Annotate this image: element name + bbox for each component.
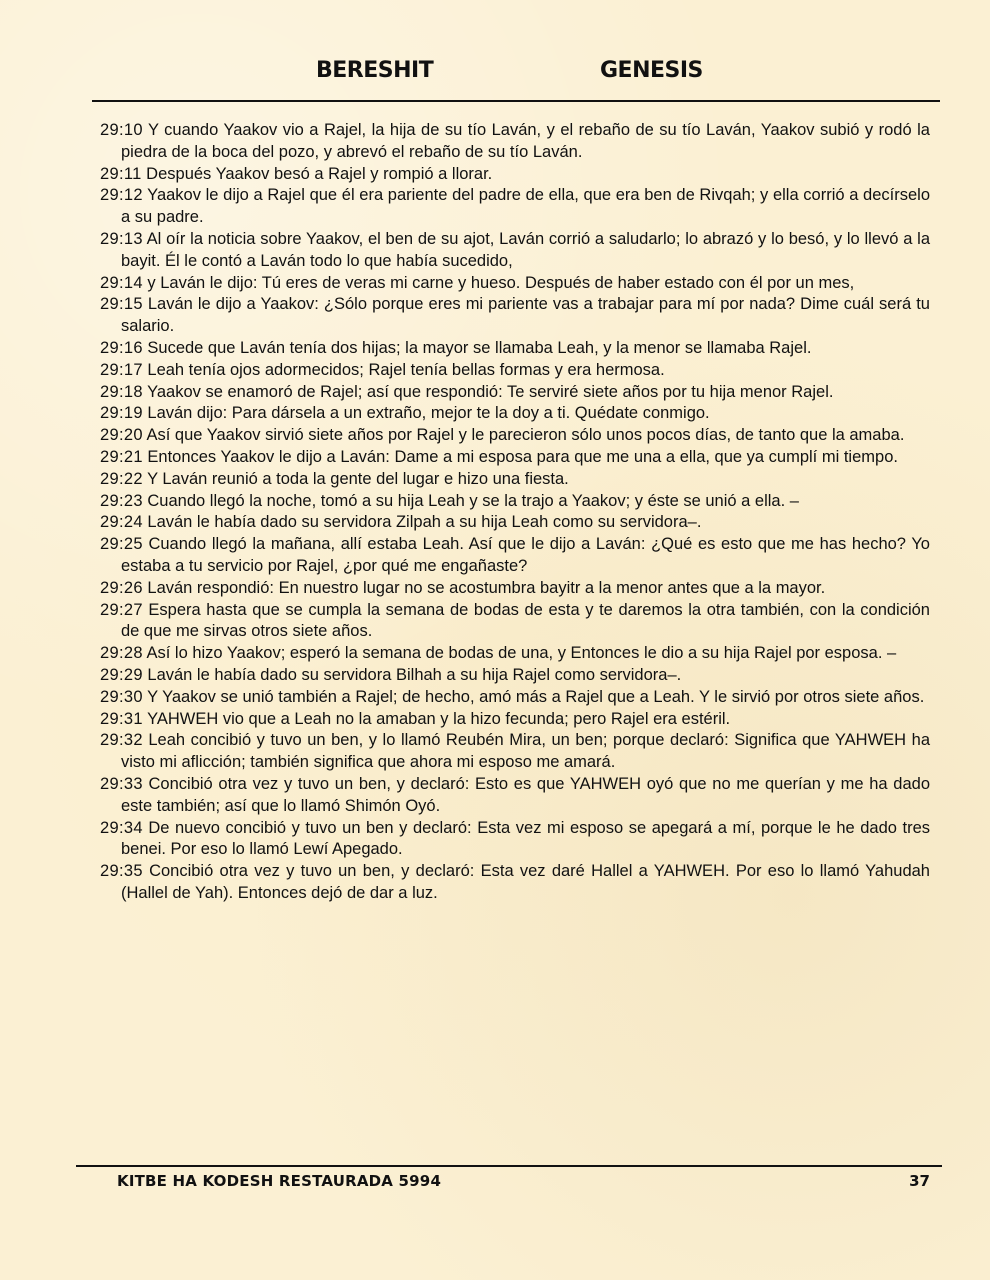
verse-reference: 29:17 — [100, 360, 143, 379]
verse — [100, 360, 930, 382]
verse-text: Concibió otra vez y tuvo un ben, y declaró: Esta vez daré Hallel a YAHWEH. Por eso lo llamó Yahudah (Hallel de Yah). Entonces dejó de dar a luz. — [121, 862, 930, 902]
verse-text: Laván dijo: Para dársela a un extraño, mejor te la doy a ti. Quédate conmigo. — [147, 404, 710, 423]
header-rule — [92, 100, 940, 102]
verse — [100, 643, 930, 665]
verse-reference: 29:32 — [100, 731, 143, 750]
verse-text: Después Yaakov besó a Rajel y rompió a llorar. — [146, 164, 493, 183]
verse — [100, 469, 930, 491]
verse — [100, 185, 930, 229]
page-header — [0, 58, 990, 88]
verse-text: Cuando llegó la noche, tomó a su hija Leah y se la trajo a Yaakov; y éste se unió a ella. – — [147, 491, 799, 510]
verse-reference: 29:16 — [100, 338, 143, 357]
verse-reference: 29:28 — [100, 644, 143, 663]
verse-reference: 29:19 — [100, 404, 143, 423]
verse-text: Y Yaakov se unió también a Rajel; de hecho, amó más a Rajel que a Leah. Y le sirvió por otros siete años. — [147, 687, 925, 706]
verse — [100, 425, 930, 447]
verse-reference: 29:33 — [100, 774, 143, 793]
verse-text: Entonces Yaakov le dijo a Laván: Dame a mi esposa para que me una a ella, que ya cumplí mi tiempo. — [147, 447, 898, 466]
verse — [100, 861, 930, 905]
verse-reference: 29:21 — [100, 447, 143, 466]
verse — [100, 273, 930, 295]
verse — [100, 774, 930, 818]
verse — [100, 709, 930, 731]
verse-reference: 29:13 — [100, 229, 143, 248]
verse-reference: 29:11 — [100, 164, 142, 183]
verse-reference: 29:10 — [100, 121, 143, 139]
verse-text: Y Laván reunió a toda la gente del lugar e hizo una fiesta. — [147, 469, 569, 488]
verse — [100, 687, 930, 709]
verse-text: Al oír la noticia sobre Yaakov, el ben de su ajot, Laván corrió a saludarlo; lo abrazó y lo besó, y lo llevó a la bayit. Él le contó a Laván todo lo que había sucedido, — [121, 229, 930, 270]
verse — [100, 403, 930, 425]
verse — [100, 229, 930, 273]
verse-reference: 29:12 — [100, 186, 143, 205]
verse-reference: 29:30 — [100, 687, 143, 706]
verse-reference: 29:14 — [100, 273, 143, 292]
verse — [100, 534, 930, 578]
verse-text: Concibió otra vez y tuvo un ben, y declaró: Esto es que YAHWEH oyó que no me querían y me ha dado este también; así que lo llamó Shimón Oyó. — [121, 774, 931, 815]
verse-text: Laván le había dado su servidora Zilpah a su hija Leah como su servidora–. — [147, 513, 702, 532]
verse — [100, 447, 930, 469]
verse-text: Laván respondió: En nuestro lugar no se acostumbra bayitr a la menor antes que a la mayor. — [147, 578, 826, 597]
footer-book-title: KITBE HA KODESH RESTAURADA 5994 — [117, 1172, 442, 1190]
verse-text: Cuando llegó la mañana, allí estaba Leah. Así que le dijo a Laván: ¿Qué es esto que me has hecho? Yo estaba a tu servicio por Rajel, ¿por qué me engañaste? — [121, 535, 930, 575]
verse-reference: 29:18 — [100, 382, 143, 401]
verse-reference: 29:31 — [100, 709, 143, 728]
verse-reference: 29:34 — [100, 818, 143, 837]
verse-text: De nuevo concibió y tuvo un ben y declaró: Esta vez mi esposo se apegará a mí, porque le he dado tres benei. Por eso lo llamó Lewí Apegado. — [121, 818, 930, 859]
verse-reference: 29:29 — [100, 665, 143, 684]
verse — [100, 382, 930, 404]
verse — [100, 491, 930, 513]
verse — [100, 578, 930, 600]
verse-text: Así lo hizo Yaakov; esperó la semana de bodas de una, y Entonces le dio a su hija Rajel por esposa. – — [146, 644, 897, 663]
footer-rule — [76, 1165, 942, 1167]
verse-text: Y cuando Yaakov vio a Rajel, la hija de su tío Laván, y el rebaño de su tío Laván, Yaakov subió y rodó la piedra de la boca del pozo, y abrevó el rebaño de su tío Laván. — [121, 121, 930, 161]
verse-reference: 29:20 — [100, 426, 143, 445]
verse-reference: 29:25 — [100, 535, 143, 554]
page-number: 37 — [909, 1172, 930, 1190]
header-title-left: BERESHIT — [316, 58, 434, 83]
verse — [100, 512, 930, 534]
verse — [100, 730, 930, 774]
verse-list — [100, 120, 930, 905]
verse-text: Leah concibió y tuvo un ben, y lo llamó Reubén Mira, un ben; porque declaró: Significa que YAHWEH ha visto mi aflicción; también significa que ahora mi esposo me amará. — [121, 731, 930, 772]
verse-text: Yaakov le dijo a Rajel que él era pariente del padre de ella, que era ben de Rivqah; y ella corrió a decírselo a su padre. — [121, 186, 930, 227]
verse-reference: 29:23 — [100, 491, 143, 510]
header-title-right: GENESIS — [600, 58, 703, 83]
verse-text: y Laván le dijo: Tú eres de veras mi carne y hueso. Después de haber estado con él por un mes, — [147, 273, 855, 292]
verse-text: Espera hasta que se cumpla la semana de bodas de esta y te daremos la otra también, con la condición de que me sirvas otros siete años. — [121, 600, 930, 641]
verse — [100, 818, 930, 862]
verse-reference: 29:35 — [100, 862, 143, 881]
verse — [100, 120, 930, 164]
verse — [100, 164, 930, 186]
verse-reference: 29:24 — [100, 513, 143, 532]
verse-text: Laván le dijo a Yaakov: ¿Sólo porque eres mi pariente vas a trabajar para mí por nada? Dime cuál será tu salario. — [121, 295, 930, 336]
verse-reference: 29:26 — [100, 578, 143, 597]
verse-text: Así que Yaakov sirvió siete años por Rajel y le parecieron sólo unos pocos días, de tanto que la amaba. — [146, 426, 905, 445]
verse-reference: 29:27 — [100, 600, 143, 619]
verse-text: Yaakov se enamoró de Rajel; así que respondió: Te serviré siete años por tu hija menor Rajel. — [147, 382, 834, 401]
verse-reference: 29:15 — [100, 295, 143, 314]
verse-text: Leah tenía ojos adormecidos; Rajel tenía bellas formas y era hermosa. — [147, 360, 665, 379]
verse — [100, 600, 930, 644]
verse-text: YAHWEH vio que a Leah no la amaban y la hizo fecunda; pero Rajel era estéril. — [147, 709, 731, 728]
verse-reference: 29:22 — [100, 469, 143, 488]
verse — [100, 338, 930, 360]
verse-text: Sucede que Laván tenía dos hijas; la mayor se llamaba Leah, y la menor se llamaba Rajel. — [147, 338, 812, 357]
verse — [100, 294, 930, 338]
verse-text: Laván le había dado su servidora Bilhah a su hija Rajel como servidora–. — [147, 665, 682, 684]
verse — [100, 665, 930, 687]
